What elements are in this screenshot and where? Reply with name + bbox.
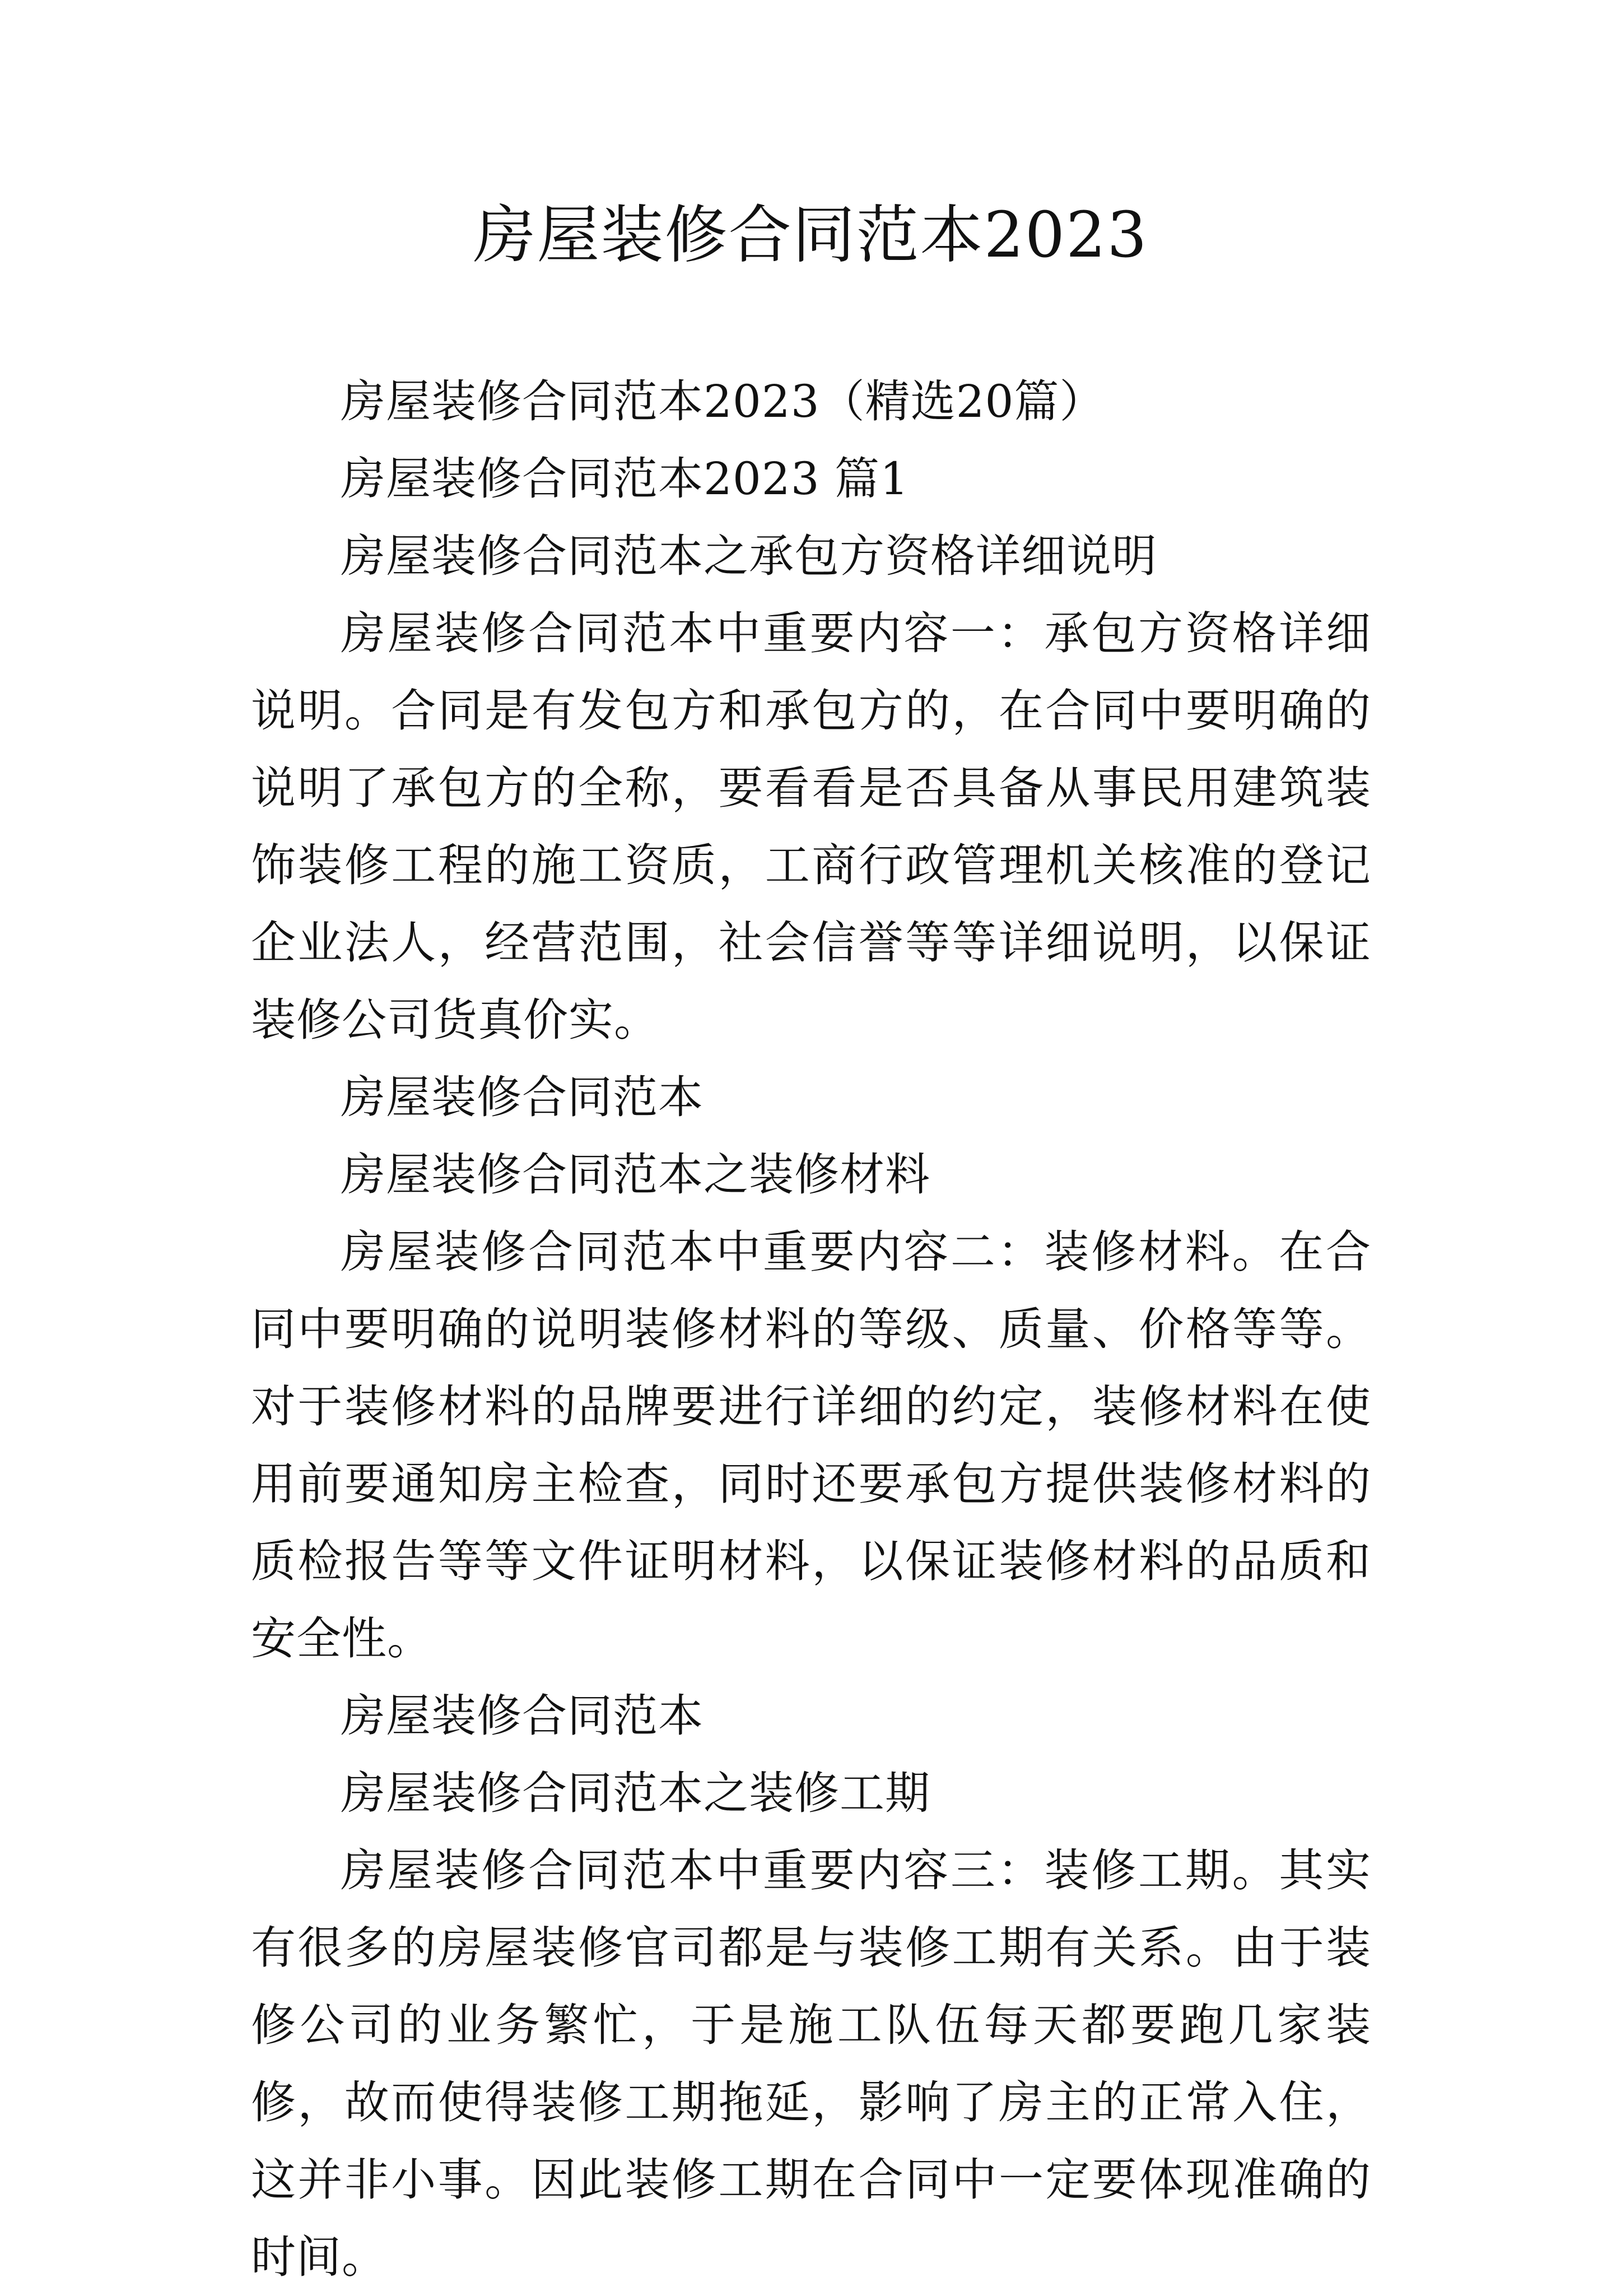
paragraph-subtitle: 房屋装修合同范本2023（精选20篇）	[341, 375, 1105, 427]
document-title: 房屋装修合同范本2023	[473, 199, 1148, 272]
paragraph-section-heading: 房屋装修合同范本2023 篇1	[341, 453, 909, 505]
paragraph-heading-materials: 房屋装修合同范本之装修材料	[341, 1149, 930, 1201]
paragraph-materials: 房屋装修合同范本中重要内容二：装修材料。在合同中要明确的说明装修材料的等级、质量、价格等等。对于装修材料的品牌要进行详细的约定，装修材料在使用前要通知房主检查，同时还要承包方提供装修材料的质检报告等等文件证明材料，以保证装修材料的品质和安全性。	[251, 1226, 1371, 1665]
paragraph-heading-contractor-qualification: 房屋装修合同范本之承包方资格详细说明	[341, 530, 1157, 582]
paragraph-label: 房屋装修合同范本	[341, 1690, 704, 1742]
paragraph-heading-schedule: 房屋装修合同范本之装修工期	[341, 1767, 930, 1819]
document-body	[251, 363, 1371, 2296]
paragraph-schedule: 房屋装修合同范本中重要内容三：装修工期。其实有很多的房屋装修官司都是与装修工期有关系。由于装修公司的业务繁忙，于是施工队伍每天都要跑几家装修，故而使得装修工期拖延，影响了房主的正常入住，这并非小事。因此装修工期在合同中一定要体现准确的时间。	[251, 1844, 1371, 2283]
paragraph-contractor-qualification: 房屋装修合同范本中重要内容一：承包方资格详细说明。合同是有发包方和承包方的，在合同中要明确的说明了承包方的全称，要看看是否具备从事民用建筑装饰装修工程的施工资质，工商行政管理机关核准的登记企业法人，经营范围，社会信誉等等详细说明，以保证装修公司货真价实。	[251, 607, 1371, 1046]
paragraph-label: 房屋装修合同范本	[341, 1071, 704, 1123]
